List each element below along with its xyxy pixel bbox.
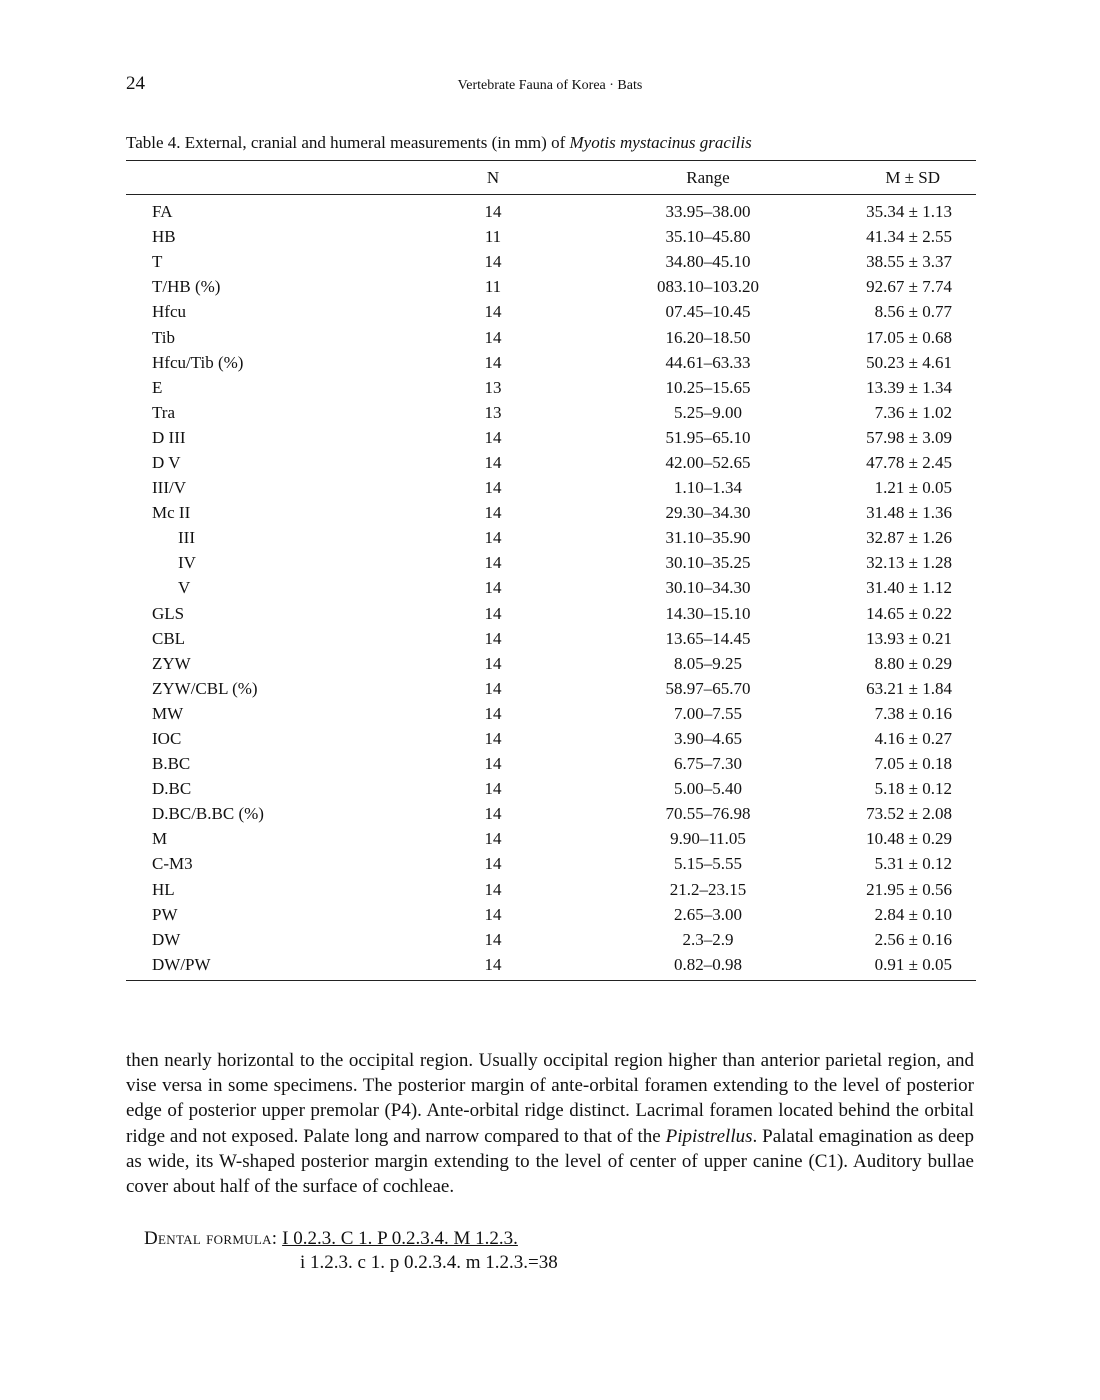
cell-mean-sd: 47.78 ± 2.45 bbox=[866, 452, 952, 472]
cell-n: 14 bbox=[484, 678, 502, 698]
cell-n: 14 bbox=[484, 904, 502, 924]
column-header-n: N bbox=[408, 161, 578, 195]
cell-mean-sd: 1.21 ± 0.05 bbox=[874, 478, 952, 498]
cell-variable: CBL bbox=[152, 628, 186, 648]
table-row bbox=[126, 902, 976, 927]
cell-n: 14 bbox=[484, 879, 502, 899]
cell-n: 14 bbox=[484, 352, 502, 372]
measurements-table bbox=[126, 160, 976, 981]
cell-mean-sd: 7.38 ± 0.16 bbox=[874, 703, 952, 723]
cell-range: 70.55–76.98 bbox=[665, 804, 751, 824]
cell-variable: T bbox=[152, 252, 163, 272]
caption-species: Myotis mystacinus gracilis bbox=[569, 133, 752, 152]
cell-variable: M bbox=[152, 829, 168, 849]
cell-variable: HB bbox=[152, 227, 176, 247]
cell-mean-sd: 13.39 ± 1.34 bbox=[866, 377, 952, 397]
cell-mean-sd: 5.31 ± 0.12 bbox=[874, 854, 952, 874]
cell-mean-sd: 8.56 ± 0.77 bbox=[874, 302, 952, 322]
cell-variable: DW bbox=[152, 929, 181, 949]
cell-variable: B.BC bbox=[152, 754, 191, 774]
cell-range: 35.10–45.80 bbox=[665, 227, 751, 247]
cell-range: 2.65–3.00 bbox=[674, 904, 742, 924]
table-row bbox=[126, 224, 976, 249]
column-header-variable bbox=[126, 161, 408, 195]
cell-range: 31.10–35.90 bbox=[665, 528, 751, 548]
cell-variable: C-M3 bbox=[152, 854, 193, 874]
cell-n: 14 bbox=[484, 829, 502, 849]
cell-mean-sd: 32.87 ± 1.26 bbox=[866, 528, 952, 548]
cell-range: 0.82–0.98 bbox=[674, 954, 742, 974]
table-row bbox=[126, 475, 976, 500]
cell-variable: Hfcu/Tib (%) bbox=[152, 352, 244, 372]
cell-range: 6.75–7.30 bbox=[674, 754, 742, 774]
cell-n: 14 bbox=[484, 754, 502, 774]
cell-mean-sd: 35.34 ± 1.13 bbox=[866, 202, 952, 222]
cell-n: 13 bbox=[484, 402, 502, 422]
cell-variable: D.BC bbox=[152, 779, 192, 799]
cell-n: 11 bbox=[484, 227, 502, 247]
table-row bbox=[126, 676, 976, 701]
table-row bbox=[126, 626, 976, 651]
cell-variable: IOC bbox=[152, 729, 182, 749]
cell-variable: Tib bbox=[152, 327, 176, 347]
cell-variable: IV bbox=[178, 553, 196, 573]
table-row bbox=[126, 927, 976, 952]
cell-range: 8.05–9.25 bbox=[674, 653, 742, 673]
cell-n: 14 bbox=[484, 202, 502, 222]
table-row bbox=[126, 726, 976, 751]
cell-range: 7.00–7.55 bbox=[674, 703, 742, 723]
cell-variable: MW bbox=[152, 703, 184, 723]
cell-variable: V bbox=[178, 578, 191, 598]
cell-range: 1.10–1.34 bbox=[674, 478, 742, 498]
cell-n: 14 bbox=[484, 729, 502, 749]
dental-formula-lower: i 1.2.3. c 1. p 0.2.3.4. m 1.2.3.=38 bbox=[300, 1252, 558, 1273]
cell-variable: Mc II bbox=[152, 503, 191, 523]
cell-n: 14 bbox=[484, 703, 502, 723]
cell-mean-sd: 31.48 ± 1.36 bbox=[866, 503, 952, 523]
body-text-part-2: . Palatal emagination as deep as wide, its W-shaped posterior margin extending to the level of center of upper canine (C1). Auditory bullae cover about half of the surface of cochleae. bbox=[126, 1125, 975, 1198]
dental-formula-label: Dental formula: bbox=[144, 1228, 278, 1249]
cell-variable: T/HB (%) bbox=[152, 277, 221, 297]
cell-n: 14 bbox=[484, 427, 502, 447]
cell-n: 14 bbox=[484, 452, 502, 472]
cell-n: 14 bbox=[484, 804, 502, 824]
cell-range: 51.95–65.10 bbox=[665, 427, 751, 447]
cell-mean-sd: 2.84 ± 0.10 bbox=[874, 904, 952, 924]
cell-variable: Tra bbox=[152, 402, 175, 422]
body-text-part-1: then nearly horizontal to the occipital region. Usually occipital region higher than anterior parietal region, and vise versa in some specimens. The posterior margin of ante-orbital foramen extending to the level of posterior edge of posterior upper premolar (P4). Ante-orbital ridge distinct. Lacrimal foramen located behind the orbital ridge and not exposed. Palate long and narrow compared to that of the bbox=[126, 1050, 974, 1147]
cell-variable: Hfcu bbox=[152, 302, 186, 322]
cell-mean-sd: 63.21 ± 1.84 bbox=[866, 678, 952, 698]
table-caption bbox=[126, 133, 752, 153]
table-row bbox=[126, 701, 976, 726]
table-row bbox=[126, 801, 976, 826]
table-row bbox=[126, 450, 976, 475]
cell-n: 14 bbox=[484, 628, 502, 648]
table-row bbox=[126, 751, 976, 776]
table-row bbox=[126, 400, 976, 425]
cell-mean-sd: 32.13 ± 1.28 bbox=[866, 553, 952, 573]
cell-n: 14 bbox=[484, 954, 502, 974]
table-row bbox=[126, 350, 976, 375]
cell-n: 13 bbox=[484, 377, 502, 397]
cell-n: 14 bbox=[484, 553, 502, 573]
cell-variable: DW/PW bbox=[152, 954, 211, 974]
cell-range: 2.3–2.9 bbox=[682, 929, 734, 949]
cell-mean-sd: 2.56 ± 0.16 bbox=[874, 929, 952, 949]
table-row bbox=[126, 375, 976, 400]
cell-mean-sd: 13.93 ± 0.21 bbox=[866, 628, 952, 648]
cell-mean-sd: 4.16 ± 0.27 bbox=[874, 729, 952, 749]
table-row bbox=[126, 550, 976, 575]
cell-n: 14 bbox=[484, 603, 502, 623]
cell-variable: FA bbox=[152, 202, 173, 222]
cell-n: 14 bbox=[484, 252, 502, 272]
cell-n: 14 bbox=[484, 302, 502, 322]
cell-range: 5.00–5.40 bbox=[674, 779, 742, 799]
running-header: Vertebrate Fauna of Korea · Bats bbox=[457, 78, 643, 93]
cell-range: 5.15–5.55 bbox=[674, 854, 742, 874]
table-body bbox=[126, 195, 976, 981]
table-header-row bbox=[126, 161, 976, 195]
cell-range: 29.30–34.30 bbox=[665, 503, 751, 523]
cell-n: 14 bbox=[484, 528, 502, 548]
cell-n: 14 bbox=[484, 503, 502, 523]
table-row bbox=[126, 826, 976, 851]
cell-mean-sd: 5.18 ± 0.12 bbox=[874, 779, 952, 799]
body-paragraph bbox=[126, 1048, 974, 1199]
dental-formula bbox=[144, 1227, 558, 1273]
cell-variable: ZYW bbox=[152, 653, 191, 673]
cell-range: 5.25–9.00 bbox=[674, 402, 742, 422]
cell-range: 21.2–23.15 bbox=[669, 879, 747, 899]
table-row bbox=[126, 249, 976, 274]
cell-range: 44.61–63.33 bbox=[665, 352, 751, 372]
cell-range: 34.80–45.10 bbox=[665, 252, 751, 272]
cell-mean-sd: 7.05 ± 0.18 bbox=[874, 754, 952, 774]
cell-mean-sd: 21.95 ± 0.56 bbox=[866, 879, 952, 899]
cell-variable: D.BC/B.BC (%) bbox=[152, 804, 264, 824]
cell-range: 30.10–34.30 bbox=[665, 578, 751, 598]
cell-range: 30.10–35.25 bbox=[665, 553, 751, 573]
cell-mean-sd: 7.36 ± 1.02 bbox=[874, 402, 952, 422]
table-row bbox=[126, 500, 976, 525]
cell-mean-sd: 10.48 ± 0.29 bbox=[866, 829, 952, 849]
cell-n: 14 bbox=[484, 578, 502, 598]
table-row bbox=[126, 575, 976, 600]
cell-mean-sd: 31.40 ± 1.12 bbox=[866, 578, 952, 598]
cell-range: 10.25–15.65 bbox=[665, 377, 751, 397]
table-row bbox=[126, 601, 976, 626]
cell-n: 11 bbox=[484, 277, 502, 297]
table-row bbox=[126, 425, 976, 450]
cell-variable: E bbox=[152, 377, 163, 397]
cell-range: 14.30–15.10 bbox=[665, 603, 751, 623]
cell-mean-sd: 92.67 ± 7.74 bbox=[866, 277, 952, 297]
cell-mean-sd: 38.55 ± 3.37 bbox=[866, 252, 952, 272]
column-header-mean-sd: M ± SD bbox=[838, 161, 976, 195]
cell-range: 13.65–14.45 bbox=[665, 628, 751, 648]
cell-mean-sd: 14.65 ± 0.22 bbox=[866, 603, 952, 623]
page-number: 24 bbox=[126, 73, 145, 94]
table-row bbox=[126, 324, 976, 349]
table-row bbox=[126, 651, 976, 676]
cell-variable: PW bbox=[152, 904, 178, 924]
cell-variable: HL bbox=[152, 879, 175, 899]
cell-mean-sd: 41.34 ± 2.55 bbox=[866, 227, 952, 247]
cell-variable: ZYW/CBL (%) bbox=[152, 678, 258, 698]
cell-range: 16.20–18.50 bbox=[665, 327, 751, 347]
cell-range: 42.00–52.65 bbox=[665, 452, 751, 472]
cell-range: 083.10–103.20 bbox=[657, 277, 759, 297]
cell-n: 14 bbox=[484, 327, 502, 347]
cell-range: 58.97–65.70 bbox=[665, 678, 751, 698]
table-row bbox=[126, 525, 976, 550]
cell-mean-sd: 57.98 ± 3.09 bbox=[866, 427, 952, 447]
cell-variable: D V bbox=[152, 452, 181, 472]
caption-text: Table 4. External, cranial and humeral measurements (in mm) of bbox=[126, 133, 570, 152]
cell-n: 14 bbox=[484, 478, 502, 498]
cell-range: 3.90–4.65 bbox=[674, 729, 742, 749]
table-row bbox=[126, 195, 976, 225]
cell-n: 14 bbox=[484, 779, 502, 799]
cell-variable: D III bbox=[152, 427, 186, 447]
cell-mean-sd: 8.80 ± 0.29 bbox=[874, 653, 952, 673]
cell-variable: GLS bbox=[152, 603, 185, 623]
table-row bbox=[126, 877, 976, 902]
cell-n: 14 bbox=[484, 653, 502, 673]
table-row bbox=[126, 952, 976, 981]
genus-name: Pipistrellus bbox=[665, 1125, 753, 1147]
cell-range: 07.45–10.45 bbox=[665, 302, 751, 322]
table-row bbox=[126, 299, 976, 324]
cell-mean-sd: 17.05 ± 0.68 bbox=[866, 327, 952, 347]
cell-mean-sd: 0.91 ± 0.05 bbox=[874, 954, 952, 974]
cell-range: 9.90–11.05 bbox=[670, 829, 746, 849]
cell-n: 14 bbox=[484, 854, 502, 874]
cell-range: 33.95–38.00 bbox=[665, 202, 751, 222]
table-row bbox=[126, 274, 976, 299]
dental-formula-upper: I 0.2.3. C 1. P 0.2.3.4. M 1.2.3. bbox=[282, 1228, 518, 1249]
table-row bbox=[126, 851, 976, 876]
cell-mean-sd: 73.52 ± 2.08 bbox=[866, 804, 952, 824]
cell-mean-sd: 50.23 ± 4.61 bbox=[866, 352, 952, 372]
cell-variable: III/V bbox=[152, 478, 186, 498]
cell-n: 14 bbox=[484, 929, 502, 949]
column-header-range: Range bbox=[578, 161, 838, 195]
table-row bbox=[126, 776, 976, 801]
cell-variable: III bbox=[178, 528, 195, 548]
